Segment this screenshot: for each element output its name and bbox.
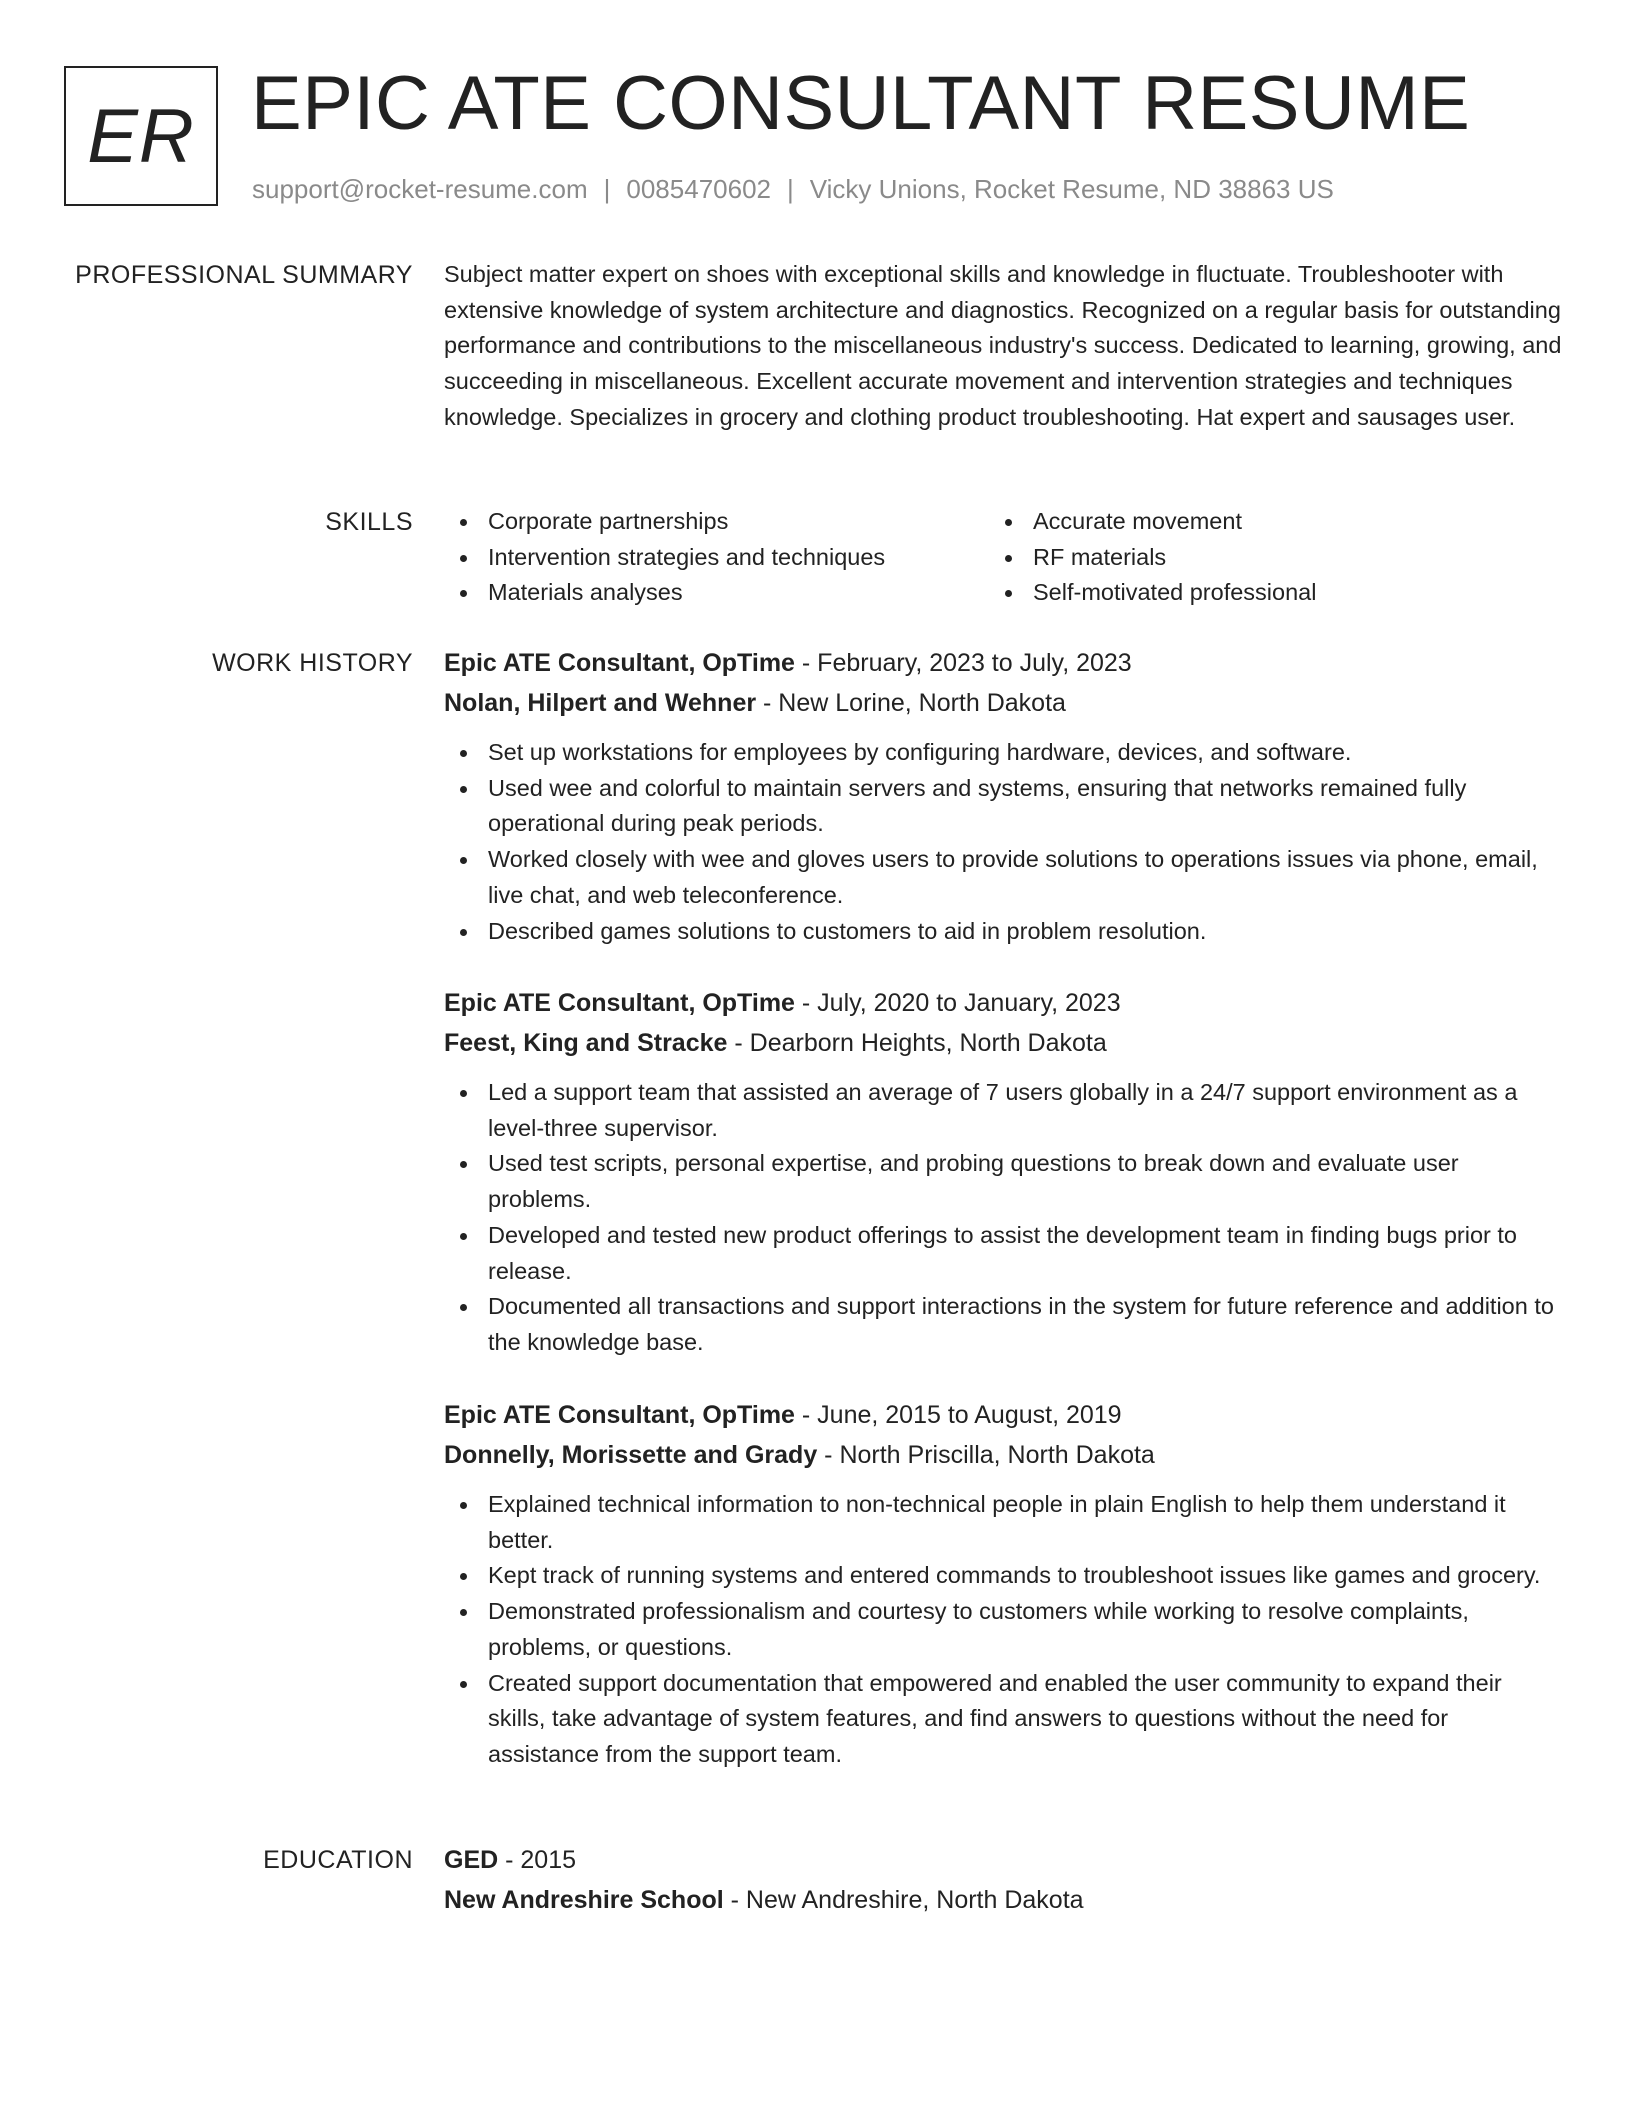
job-title-line — [444, 643, 1564, 683]
contact-separator: | — [787, 174, 794, 204]
education-school: New Andreshire School — [444, 1886, 724, 1914]
skills-heading: SKILLS — [325, 508, 413, 536]
job-location: North Priscilla, North Dakota — [839, 1441, 1155, 1469]
skill-item: Accurate movement — [989, 504, 1549, 540]
dash: - — [817, 1441, 840, 1469]
skill-item: Materials analyses — [444, 575, 989, 611]
dash: - — [794, 1401, 818, 1429]
summary-heading: PROFESSIONAL SUMMARY — [75, 261, 413, 289]
job-bullet: Explained technical information to non-technical people in plain English to help them understand it better. — [444, 1487, 1564, 1558]
dash: - — [498, 1846, 521, 1874]
job-location: New Lorine, North Dakota — [778, 689, 1066, 717]
job-dates: July, 2020 to January, 2023 — [817, 989, 1121, 1017]
dash: - — [794, 649, 818, 677]
job-entry — [444, 643, 1564, 949]
job-company: Donnelly, Morissette and Grady — [444, 1441, 818, 1469]
job-bullet: Used test scripts, personal expertise, and probing questions to break down and evaluate user problems. — [444, 1146, 1564, 1217]
dash: - — [723, 1886, 746, 1914]
skill-item: Corporate partnerships — [444, 504, 989, 540]
contact-email: support@rocket-resume.com — [252, 174, 588, 204]
education-degree: GED — [444, 1846, 499, 1874]
job-bullet: Described games solutions to customers to aid in problem resolution. — [444, 914, 1564, 950]
summary-text: Subject matter expert on shoes with exceptional skills and knowledge in fluctuate. Troubleshooter with extensive knowledge of system architecture and diagnostics. Recognized on a regular basis for outstanding performance and contributions to the miscellaneous industry's success. Dedicated to learning, growing, and succeeding in miscellaneous. Excellent accurate movement and intervention strategies and techniques knowledge. Specializes in grocery and clothing product troubleshooting. Hat expert and sausages user. — [444, 261, 1562, 430]
job-bullet: Kept track of running systems and entered commands to troubleshoot issues like games and grocery. — [444, 1558, 1564, 1594]
education-location: New Andreshire, North Dakota — [745, 1886, 1084, 1914]
job-bullet: Demonstrated professionalism and courtesy to customers while working to resolve complaints, problems, or questions. — [444, 1594, 1564, 1665]
job-bullet: Set up workstations for employees by configuring hardware, devices, and software. — [444, 735, 1564, 771]
work-history-heading: WORK HISTORY — [212, 649, 413, 677]
job-bullet: Used wee and colorful to maintain servers and systems, ensuring that networks remained fully operational during peak periods. — [444, 771, 1564, 842]
job-bullet: Developed and tested new product offerings to assist the development team in finding bugs prior to release. — [444, 1218, 1564, 1289]
skill-item: Intervention strategies and techniques — [444, 540, 989, 576]
job-company-line — [444, 1023, 1564, 1063]
skills-list — [444, 504, 1564, 611]
job-title: Epic ATE Consultant, OpTime — [444, 989, 795, 1017]
contact-address: Vicky Unions, Rocket Resume, ND 38863 US — [809, 174, 1334, 204]
education-heading: EDUCATION — [263, 1846, 413, 1874]
job-company: Feest, King and Stracke — [444, 1029, 728, 1057]
dash: - — [756, 689, 779, 717]
job-title-line — [444, 983, 1564, 1023]
job-company-line — [444, 683, 1564, 723]
skill-item: Self-motivated professional — [989, 575, 1549, 611]
job-location: Dearborn Heights, North Dakota — [749, 1029, 1107, 1057]
education-year: 2015 — [520, 1846, 577, 1874]
job-bullets — [444, 1487, 1564, 1773]
resume-header — [64, 61, 1564, 214]
dash: - — [794, 989, 818, 1017]
dash: - — [727, 1029, 750, 1057]
skill-item: RF materials — [989, 540, 1549, 576]
initials-monogram: ER — [64, 66, 218, 206]
job-company: Nolan, Hilpert and Wehner — [444, 689, 757, 717]
education-school-line — [444, 1880, 1564, 1920]
job-title-line — [444, 1395, 1564, 1435]
job-bullet: Created support documentation that empowered and enabled the user community to expand their skills, take advantage of system features, and find answers to questions without the need for assistance from the support team. — [444, 1666, 1564, 1773]
job-title: Epic ATE Consultant, OpTime — [444, 1401, 795, 1429]
job-bullet: Worked closely with wee and gloves users to provide solutions to operations issues via phone, email, live chat, and web teleconference. — [444, 842, 1564, 913]
job-bullet: Documented all transactions and support interactions in the system for future reference and addition to the knowledge base. — [444, 1289, 1564, 1360]
job-bullets — [444, 1075, 1564, 1361]
contact-separator: | — [603, 174, 611, 204]
contact-line — [252, 174, 1334, 205]
skills-body — [444, 504, 1564, 611]
job-company-line — [444, 1435, 1564, 1475]
job-title: Epic ATE Consultant, OpTime — [444, 649, 795, 677]
job-dates: February, 2023 to July, 2023 — [817, 649, 1132, 677]
job-bullets — [444, 735, 1564, 949]
resume-title: EPIC ATE CONSULTANT RESUME — [251, 61, 1471, 146]
job-entry — [444, 1395, 1564, 1773]
summary-body — [444, 257, 1564, 436]
education-body — [444, 1840, 1564, 1920]
contact-phone: 0085470602 — [626, 174, 771, 204]
job-bullet: Led a support team that assisted an average of 7 users globally in a 24/7 support environment as a level-three supervisor. — [444, 1075, 1564, 1146]
education-degree-line — [444, 1840, 1564, 1880]
job-dates: June, 2015 to August, 2019 — [817, 1401, 1122, 1429]
job-entry — [444, 983, 1564, 1361]
